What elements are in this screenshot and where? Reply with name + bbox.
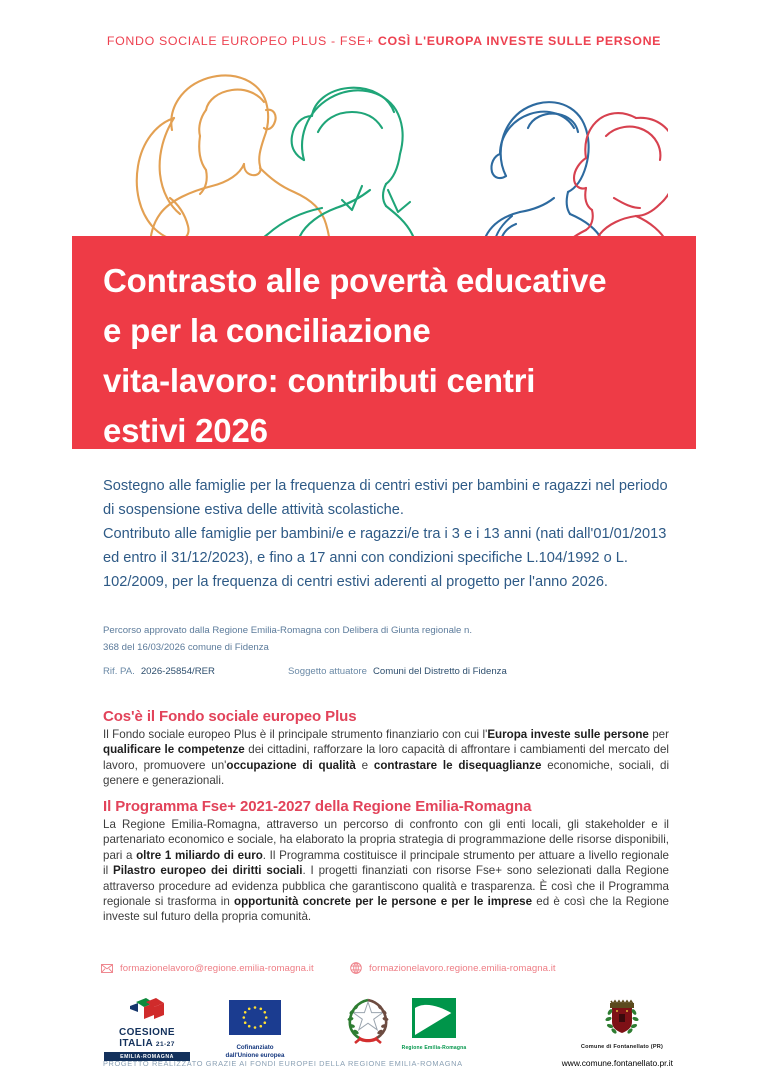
logo-strip: [96, 996, 676, 1060]
logo-coesione-italia: [104, 998, 190, 1061]
contact-website[interactable]: [350, 962, 556, 974]
section-programma-fse: [103, 798, 669, 925]
logo-eu: [208, 1000, 302, 1060]
reference-soggetto-group: [288, 664, 507, 679]
intro-paragraph-2: Contributo alle famiglie per bambini/e e ragazzi/e tra i 3 e i 13 anni (nati dall'01/01/2013 ed entro il 31/12/2023), e fino a 17 anni con condizioni specifiche L.104/1992 o L. 102/2009, per la frequenza di centri estivi aderenti al progetto per l'anno 2026.: [103, 526, 667, 590]
reference-pa-value: 2026-25854/RER: [140, 666, 215, 677]
regione-caption: Regione Emilia-Romagna: [401, 1045, 467, 1051]
approval-note-line-1: Percorso approvato dalla Regione Emilia-Romagna con Delibera di Giunta regionale n.: [103, 625, 473, 636]
title-line-2: e per la conciliazione: [103, 312, 431, 349]
logo-regione-emilia-romagna: [396, 998, 472, 1051]
people-line-art-illustration: [108, 58, 668, 248]
coesione-years: 21-27: [155, 1041, 175, 1048]
title-line-4: estivi 2026: [103, 412, 268, 449]
coesione-mark-icon: [130, 998, 164, 1020]
contacts-row: [101, 962, 671, 974]
figure-3-blue: [482, 102, 606, 248]
section-2-body: La Regione Emilia-Romagna, attraverso un percorso di confronto con gli enti locali, gli stakeholder e il partenariato economico e sociale, ha elaborato la propria strategia di programmazione delle risorse disponibili, pari a oltre 1 miliardo di euro. Il Programma costituisce il principale strumento per attuare a livello regionale il Pilastro europeo dei diritti sociali. I progetti finanziati con risorse Fse+ sono selezionati dalla Regione attraverso procedure ad evidenza pubblica che garantiscono qualità e trasparenza. È così che il Programma regionale si trasforma in opportunità concrete per le persone e per le imprese ed è così che la Regione investe sul futuro della propria comunità.: [103, 818, 669, 924]
eu-flag-icon: [229, 1000, 281, 1035]
footer-left-text: PROGETTO REALIZZATO GRAZIE AI FONDI EUROPEI DELLA REGIONE EMILIA-ROMAGNA: [103, 1059, 463, 1068]
intro-text: [103, 474, 673, 594]
header-eyebrow: [0, 34, 768, 48]
title-banner: [72, 236, 696, 449]
contact-email-text: formazionelavoro@regione.emilia-romagna.it: [120, 962, 314, 974]
approval-note-line-2: 368 del 16/03/2026 comune di Fidenza: [103, 642, 269, 653]
contact-email[interactable]: [101, 962, 350, 974]
reference-pa-group: [103, 664, 288, 679]
reference-soggetto-value: Comuni del Distretto di Fidenza: [372, 666, 507, 677]
figure-1-orange: [137, 75, 330, 248]
title-line-3: vita-lavoro: contributi centri: [103, 362, 536, 399]
coesione-line-2: [104, 1038, 190, 1050]
illustration-svg: [108, 58, 668, 248]
comune-caption: Comune di Fontanellato (PR): [580, 1044, 664, 1050]
eyebrow-light-text: FONDO SOCIALE EUROPEO PLUS - FSE+: [106, 34, 378, 48]
footer-website-link[interactable]: www.comune.fontanellato.pr.it: [561, 1058, 673, 1068]
repubblica-emblem-icon: [343, 998, 393, 1044]
eyebrow-bold-text: COSÌ L'EUROPA INVESTE SULLE PERSONE: [377, 34, 662, 48]
logo-comune-fontanellato: [562, 998, 682, 1050]
reference-row: [103, 664, 673, 679]
coesione-italia-word: ITALIA: [119, 1038, 153, 1049]
section-1-body: Il Fondo sociale europeo Plus è il principale strumento finanziario con cui l'Europa investe sulle persone per qualificare le competenze dei cittadini, rafforzare la loro capacità di affrontare i cambiamenti del mercato del lavoro, promuovere un'occupazione di qualità e contrastare le disequaglianze economiche, sociali, di genere e generazionali.: [103, 728, 670, 788]
contact-website-text: formazionelavoro.regione.emilia-romagna.it: [369, 962, 556, 974]
section-1-heading: Cos'è il Fondo sociale europeo Plus: [103, 708, 357, 725]
intro-paragraph-1: Sostegno alle famiglie per la frequenza di centri estivi per bambini e ragazzi nel periodo di sospensione estiva delle attività scolastiche.: [103, 478, 668, 518]
title-line-1: Contrasto alle povertà educative: [103, 262, 607, 299]
coesione-line-1: COESIONE: [119, 1027, 175, 1038]
reference-pa-label: Rif. PA.: [103, 666, 135, 677]
regione-mark-icon: [412, 998, 456, 1038]
comune-crest-icon: [605, 998, 639, 1036]
coesione-region-band: EMILIA-ROMAGNA: [104, 1052, 190, 1061]
approval-note: [103, 622, 673, 656]
globe-icon: [350, 962, 362, 974]
eu-caption-line-1: Cofinanziato: [236, 1044, 274, 1051]
reference-soggetto-label: Soggetto attuatore: [288, 666, 367, 677]
section-fondo-sociale: [103, 708, 669, 789]
envelope-icon: [101, 964, 113, 973]
eu-caption-line-2: dall'Unione europea: [225, 1052, 285, 1059]
section-2-heading: Il Programma Fse+ 2021-2027 della Regione Emilia-Romagna: [103, 798, 532, 815]
